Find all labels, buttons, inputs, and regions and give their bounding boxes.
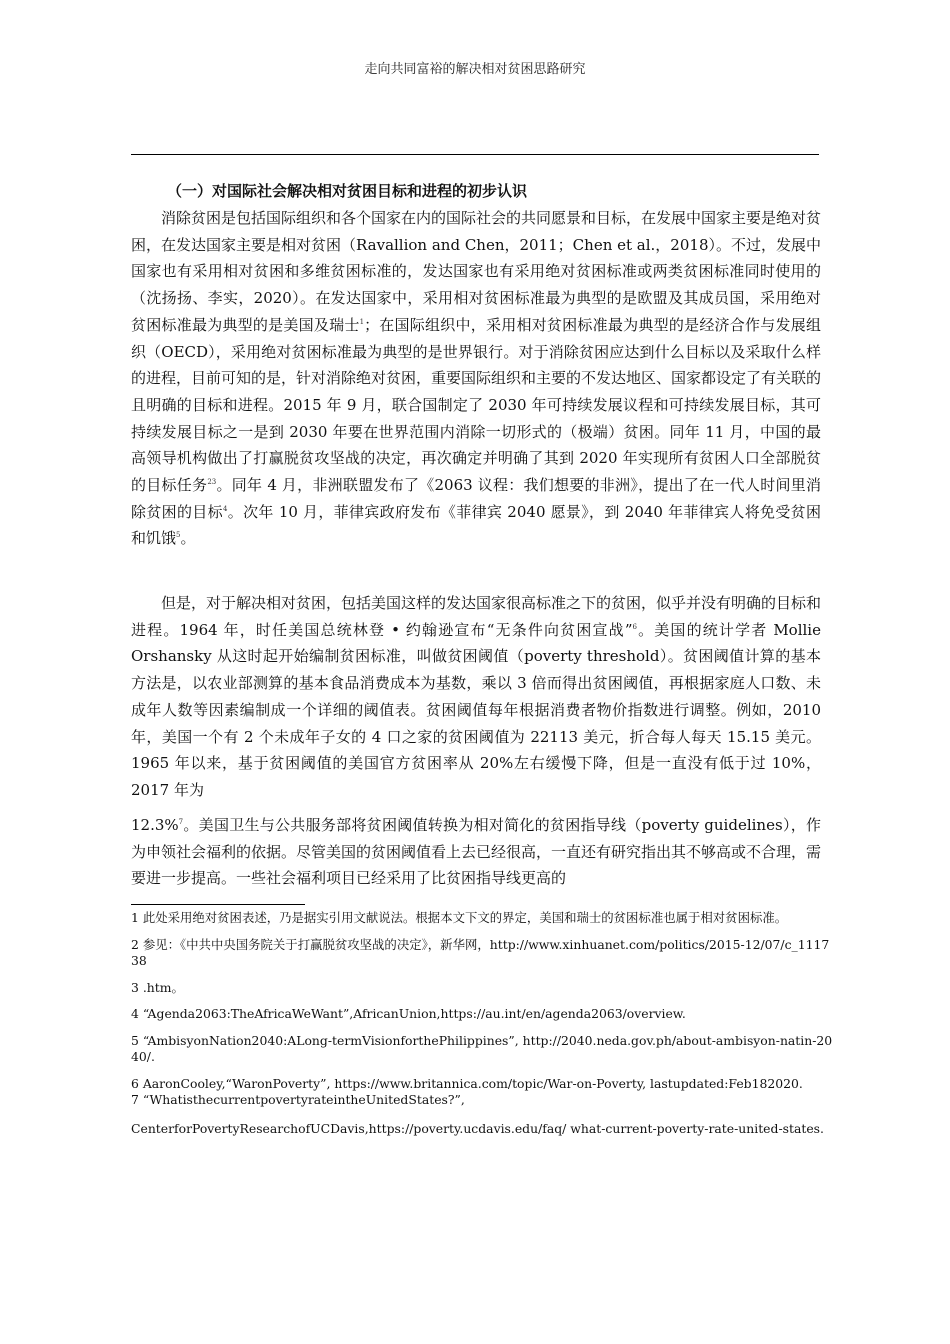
paragraph bbox=[131, 812, 821, 892]
footnote-6: 6 AaronCooley,“WaronPoverty”, https://www.britannica.com/topic/War-on-Poverty, lastupdated:Feb182020. bbox=[131, 1075, 803, 1091]
paragraph bbox=[131, 205, 821, 552]
page-header: 走向共同富裕的解决相对贫困思路研究 bbox=[364, 62, 586, 77]
footnote-3: 3 .htm。 bbox=[131, 979, 184, 995]
footnote-ref[interactable]: 5 bbox=[176, 531, 181, 540]
text-run: 12.3% bbox=[131, 816, 179, 834]
header-divider bbox=[131, 154, 819, 155]
footnote-divider bbox=[131, 904, 305, 905]
section-heading: （一）对国际社会解决相对贫困目标和进程的初步认识 bbox=[167, 182, 528, 200]
text-run: 但是，对于解决相对贫困，包括美国这样的发达国家很高标准之下的贫困，似乎并没有明确的目标和进程。1964 年，时任美国总统林登 • 约翰逊宣布“无条件向贫困宣战” bbox=[131, 594, 822, 639]
footnote-ref[interactable]: 23 bbox=[207, 478, 217, 487]
footnote-ref[interactable]: 4 bbox=[222, 504, 228, 513]
text-run: 。美国的统计学者 Mollie Orshansky 从这时起开始编制贫困标准，叫做贫困阈值（poverty threshold）。贫困阈值计算的基本方法是，以农业部测算的基本食品消费成本为基数，乘以 3 倍而得出贫困阈值，再根据家庭人口数、未成年人数等因素编制成一个详细的阈值表。贫困阈值每年根据消费者物价指数进行调整。例如，2010 年，美国一个有 2 个未成年子女的 4 口之家的贫困阈值为 22113 美元，折合每人每天 15.15 美元。1965 年以来，基于贫困阈值的美国官方贫困率从 20%左右缓慢下降，但是一直没有低于过 10%，2017 年为 bbox=[131, 620, 821, 799]
text-run: 。同年 4 月，非洲联盟发布了《2063 议程：我们想要的非洲》，提出了在一代人时间里消除贫困的目标 bbox=[131, 476, 821, 521]
body-paragraph-3 bbox=[131, 812, 821, 892]
text-run: 。美国卫生与公共服务部将贫困阈值转换为相对简化的贫困指导线（poverty guidelines），作为申领社会福利的依据。尽管美国的贫困阈值看上去已经很高，一直还有研究指出其不够高或不合理，需要进一步提高。一些社会福利项目已经采用了比贫困指导线更高的 bbox=[131, 816, 822, 888]
footnotes bbox=[131, 910, 836, 1147]
body-paragraph-1 bbox=[131, 205, 821, 552]
footnote-7-title: 7 “WhatisthecurrentpovertyrateintheUnitedStates?”, bbox=[131, 1092, 465, 1107]
footnote-1: 1 此处采用绝对贫困表述，乃是据实引用文献说法。根据本文下文的界定，美国和瑞士的贫困标准也属于相对贫困标准。 bbox=[131, 910, 788, 925]
body-paragraph-2 bbox=[131, 590, 821, 804]
footnote-2: 2 参见：《中共中央国务院关于打赢脱贫攻坚战的决定》，新华网，http://www.xinhuanet.com/politics/2015-12/07/c_111738 bbox=[131, 936, 830, 968]
footnote-ref[interactable]: 7 bbox=[178, 818, 184, 826]
footnote-5: 5 “AmbisyonNation2040:ALong-termVisionforthePhilippines”, http://2040.neda.gov.ph/about-ambisyon-natin-2040/. bbox=[131, 1032, 833, 1064]
footnote-7-source: CenterforPovertyResearchofUCDavis,https://poverty.ucdavis.edu/faq/ what-current-poverty-rate-united-states. bbox=[131, 1120, 824, 1136]
text-run: 消除贫困是包括国际组织和各个国家在内的国际社会的共同愿景和目标，在发展中国家主要是绝对贫困，在发达国家主要是相对贫困（Ravallion and Chen，2011；Chen et al.，2018）。不过，发展中国家也有采用相对贫困和多维贫困标准的，发达国家也有采用绝对贫困标准或两类贫困标准同时使用的（沈扬扬、李实，2020）。在发达国家中，采用相对贫困标准最为典型的是欧盟及其成员国，采用绝对贫困标准最为典型的是美国及瑞士 bbox=[131, 209, 822, 334]
footnote-ref[interactable]: 1 bbox=[359, 317, 365, 326]
footnote-ref[interactable]: 6 bbox=[632, 622, 637, 631]
text-run: 。次年 10 月，菲律宾政府发布《菲律宾 2040 愿景》，到 2040 年菲律宾人将免受贫困和饥饿 bbox=[131, 502, 821, 548]
text-run: ；在国际组织中，采用相对贫困标准最为典型的是经济合作与发展组织（OECD），采用绝对贫困标准最为典型的是世界银行。对于消除贫困应达到什么目标以及采取什么样的进程，目前可知的是，针对消除绝对贫困，重要国际组织和主要的不发达地区、国家都设定了有关联的且明确的目标和进程。2015 年 9 月，联合国制定了 2030 年可持续发展议程和可持续发展目标，其可持续发展目标之一是到 2030 年要在世界范围内消除一切形式的（极端）贫困。同年 11 月，中国的最高领导机构做出了打赢脱贫攻坚战的决定，再次确定并明确了其到 2020 年实现所有贫困人口全部脱贫的目标任务 bbox=[131, 315, 822, 495]
footnote-4: 4 “Agenda2063:TheAfricaWeWant”,AfricanUnion,https://au.int/en/agenda2063/overview. bbox=[131, 1006, 686, 1021]
paragraph bbox=[131, 590, 821, 804]
text-run: 。 bbox=[180, 529, 196, 548]
